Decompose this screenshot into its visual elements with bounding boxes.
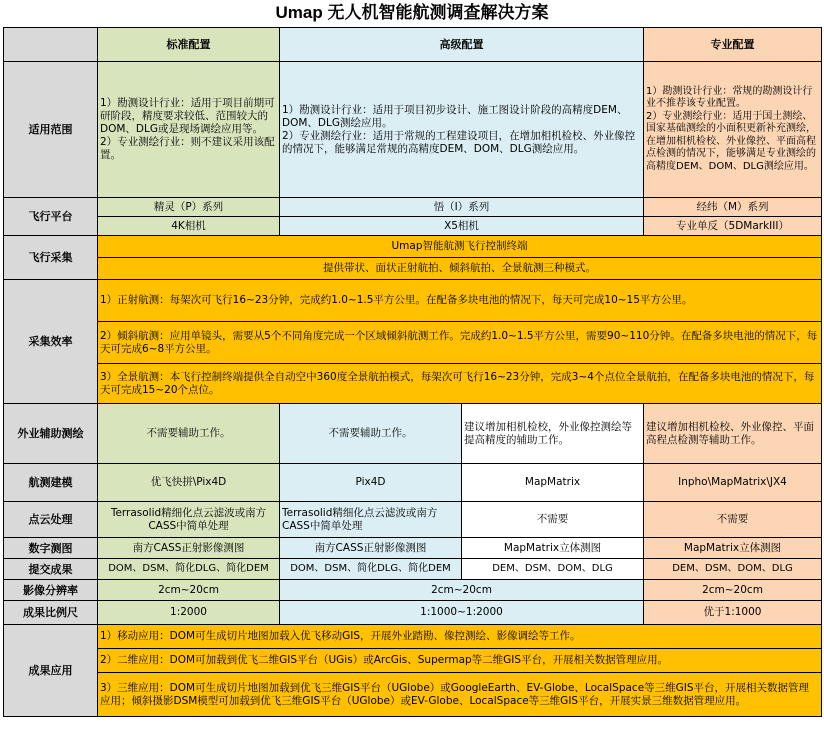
modeling-professional: Inpho\MapMatrix\JX4 [644,464,822,502]
scale-professional: 优于1:1000 [644,601,822,625]
row-label-scale: 成果比例尺 [4,601,98,625]
resolution-professional: 2cm~20cm [644,580,822,601]
table-row-field-aid [4,404,822,464]
table-row-scale [4,601,822,625]
table-row-platform-camera [4,217,822,236]
deliverables-standard: DOM、DSM、简化DLG、简化DEM [98,559,280,580]
row-label-platform: 飞行平台 [4,198,98,236]
mapping-professional: MapMatrix立体测图 [644,538,822,559]
application-2d: 2）二维应用：DOM可加载到优飞二维GIS平台（UGis）或ArcGis、Supermap等二维GIS平台，开展相关数据管理应用。 [98,649,822,673]
platform-professional-camera: 专业单反（5DMarkIII） [644,217,822,236]
pointcloud-advanced-b: 不需要 [462,502,644,538]
modeling-advanced-b: MapMatrix [462,464,644,502]
table-row-deliverables [4,559,822,580]
mapping-standard: 南方CASS正射影像测图 [98,538,280,559]
scale-standard: 1:2000 [98,601,280,625]
deliverables-advanced-b: DEM、DSM、DOM、DLG [462,559,644,580]
application-3d: 3）三维应用：DOM可生成切片地图加载到优飞三维GIS平台（UGlobe）或GoogleEarth、EV-Globe、LocalSpace等三维GIS平台，开展相关数据管理应用；倾斜摄影DSM模型可加载到优飞三维GIS平台（UGlobe）或EV-Globe、LocalSpace等三维GIS平台，开展实景三维数据管理应用。 [98,673,822,717]
platform-standard-series: 精灵（P）系列 [98,198,280,217]
resolution-advanced: 2cm~20cm [280,580,644,601]
col-header-standard: 标准配置 [98,28,280,62]
table-row-efficiency [4,280,822,322]
table-row-application [4,625,822,649]
row-label-deliverables: 提交成果 [4,559,98,580]
table-row-pointcloud [4,502,822,538]
scope-advanced: 1）勘测设计行业：适用于项目初步设计、施工图设计阶段的高精度DEM、DOM、DLG测绘应用。 2）专业测绘行业：适用于常规的工程建设项目，在增加相机检校、外业像控的情况下，能够满足常规的高精度DEM、DOM、DLG测绘应用。 [280,62,644,198]
resolution-standard: 2cm~20cm [98,580,280,601]
table-row-scope [4,62,822,198]
efficiency-ortho: 1）正射航测：每架次可飞行16~23分钟，完成约1.0~1.5平方公里。在配备多块电池的情况下，每天可完成10~15平方公里。 [98,280,822,322]
deliverables-professional: DEM、DSM、DOM、DLG [644,559,822,580]
scale-advanced: 1:1000~1:2000 [280,601,644,625]
table-row-capture [4,236,822,258]
row-label-resolution: 影像分辨率 [4,580,98,601]
row-label-pointcloud: 点云处理 [4,502,98,538]
row-label-scope: 适用范围 [4,62,98,198]
pointcloud-professional: 不需要 [644,502,822,538]
row-label-capture: 飞行采集 [4,236,98,280]
efficiency-panorama: 3）全景航测：本飞行控制终端提供全自动空中360度全景航拍模式，每架次可飞行16~23分钟，完成3~4个点位全景航拍，在配备多块电池的情况下，每天可完成15~20个点位。 [98,364,822,404]
field-aid-advanced-b: 建议增加相机检校，外业像控测绘等提高精度的辅助工作。 [462,404,644,464]
mapping-advanced-b: MapMatrix立体测图 [462,538,644,559]
table-row-modeling [4,464,822,502]
config-table [3,27,822,717]
table-row-mapping [4,538,822,559]
corner-cell [4,28,98,62]
col-header-professional: 专业配置 [644,28,822,62]
platform-advanced-series: 悟（I）系列 [280,198,644,217]
table-header-row [4,28,822,62]
table-row-efficiency-panorama [4,364,822,404]
table-row-application-3d [4,673,822,717]
table-row-application-2d [4,649,822,673]
table-row-efficiency-oblique [4,322,822,364]
scope-standard: 1）勘测设计行业：适用于项目前期可研阶段，精度要求较低、范围较大的DOM、DLG或是现场调绘应用等。 2）专业测绘行业：则不建议采用该配置。 [98,62,280,198]
capture-modes: 提供带状、面状正射航拍、倾斜航拍、全景航测三种模式。 [98,258,822,280]
row-label-mapping: 数字测图 [4,538,98,559]
capture-terminal: Umap智能航测飞行控制终端 [98,236,822,258]
platform-advanced-camera: X5相机 [280,217,644,236]
pointcloud-advanced-a: Terrasolid精细化点云滤波或南方CASS中简单处理 [280,502,462,538]
deliverables-advanced-a: DOM、DSM、简化DLG、简化DEM [280,559,462,580]
row-label-application: 成果应用 [4,625,98,717]
pointcloud-standard: Terrasolid精细化点云滤波或南方CASS中简单处理 [98,502,280,538]
table-row-capture-modes [4,258,822,280]
col-header-advanced: 高级配置 [280,28,644,62]
modeling-advanced-a: Pix4D [280,464,462,502]
field-aid-standard: 不需要辅助工作。 [98,404,280,464]
field-aid-advanced-a: 不需要辅助工作。 [280,404,462,464]
application-mobile: 1）移动应用：DOM可生成切片地图加载入优飞移动GIS，开展外业踏勘、像控测绘、影像调绘等工作。 [98,625,822,649]
table-row-resolution [4,580,822,601]
page-title: Umap 无人机智能航测调查解决方案 [275,3,549,22]
field-aid-professional: 建议增加相机检校、外业像控、平面高程点检测等辅助工作。 [644,404,822,464]
platform-professional-series: 经纬（M）系列 [644,198,822,217]
table-row-platform [4,198,822,217]
efficiency-oblique: 2）倾斜航测：应用单镜头，需要从5个不同角度完成一个区域倾斜航测工作。完成约1.0~1.5平方公里，需要90~110分钟。在配备多块电池的情况下，每天可完成6~8平方公里。 [98,322,822,364]
row-label-efficiency: 采集效率 [4,280,98,404]
mapping-advanced-a: 南方CASS正射影像测图 [280,538,462,559]
scope-professional: 1）勘测设计行业：常规的勘测设计行业不推荐该专业配置。 2）专业测绘行业：适用于国土测绘、国家基础测绘的小面积更新补充测绘，在增加相机检校、外业像控、平面高程点检测的情况下，能够满足专业测绘的高精度DEM、DOM、DLG测绘应用。 [644,62,822,198]
platform-standard-camera: 4K相机 [98,217,280,236]
modeling-standard: 优飞快拼\Pix4D [98,464,280,502]
row-label-field-aid: 外业辅助测绘 [4,404,98,464]
row-label-modeling: 航测建模 [4,464,98,502]
